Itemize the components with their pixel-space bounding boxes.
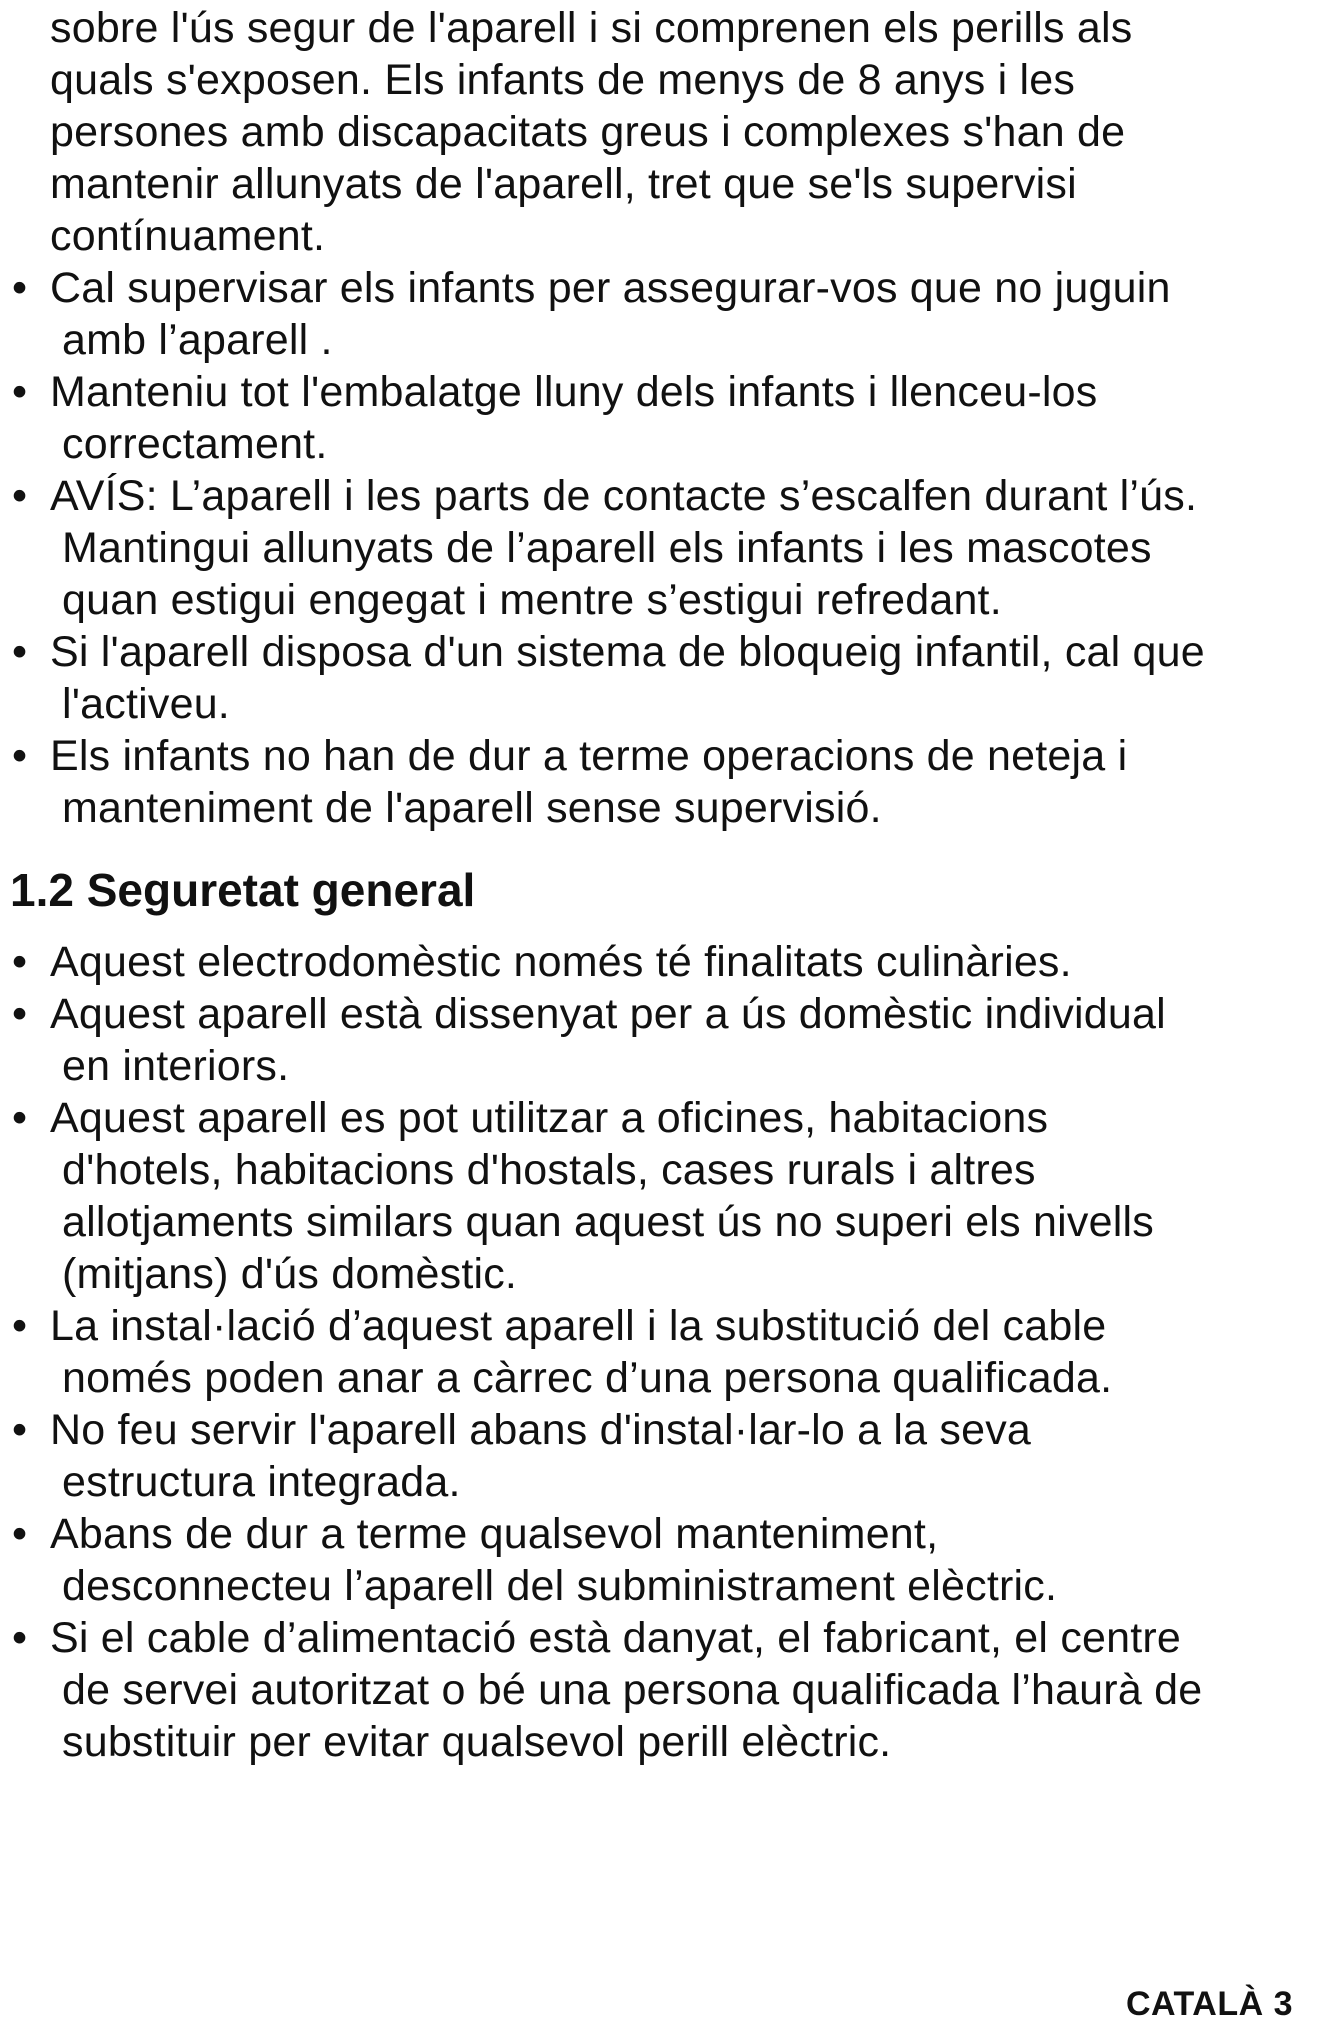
bullet-icon: • <box>12 472 28 520</box>
text-line: sobre l'ús segur de l'aparell i si comprenen els perills als <box>50 4 1133 52</box>
bullet-item <box>10 262 1310 366</box>
text-line: correctament. <box>62 420 328 468</box>
text-line: l'activeu. <box>62 680 230 728</box>
bullet-item <box>10 1612 1310 1768</box>
bullet-icon: • <box>12 628 28 676</box>
text-line: La instal·lació d’aquest aparell i la substitució del cable <box>50 1302 1107 1350</box>
text-line: (mitjans) d'ús domèstic. <box>62 1250 518 1298</box>
bullet-icon: • <box>12 1406 28 1454</box>
general-safety-block <box>10 936 1310 1768</box>
bullet-icon: • <box>12 1510 28 1558</box>
bullet-item <box>10 626 1310 730</box>
text-line: Mantingui allunyats de l’aparell els infants i les mascotes <box>62 524 1152 572</box>
text-line: No feu servir l'aparell abans d'instal·lar-lo a la seva <box>50 1406 1032 1454</box>
bullet-item <box>10 366 1310 470</box>
text-line: substituir per evitar qualsevol perill elèctric. <box>62 1718 892 1766</box>
text-line: persones amb discapacitats greus i complexes s'han de <box>50 108 1126 156</box>
bullet-item <box>10 730 1310 834</box>
section-heading: 1.2 Seguretat general <box>10 864 476 916</box>
text-line: mantenir allunyats de l'aparell, tret que se'ls supervisi <box>50 160 1077 208</box>
text-line: Els infants no han de dur a terme operacions de neteja i <box>50 732 1128 780</box>
bullet-item <box>10 1404 1310 1508</box>
bullet-icon: • <box>12 938 28 986</box>
bullet-icon: • <box>12 1094 28 1142</box>
text-line: manteniment de l'aparell sense supervisió. <box>62 784 882 832</box>
bullet-item <box>10 1300 1310 1404</box>
bullet-item <box>10 1508 1310 1612</box>
text-line: de servei autoritzat o bé una persona qualificada l’haurà de <box>62 1666 1203 1714</box>
text-line: Abans de dur a terme qualsevol manteniment, <box>50 1510 939 1558</box>
bullet-icon: • <box>12 1302 28 1350</box>
text-line: quan estigui engegat i mentre s’estigui refredant. <box>62 576 1002 624</box>
bullet-icon: • <box>12 732 28 780</box>
text-line: Aquest electrodomèstic només té finalitats culinàries. <box>50 938 1072 986</box>
bullet-item <box>10 936 1310 988</box>
text-line: Si l'aparell disposa d'un sistema de bloqueig infantil, cal que <box>50 628 1205 676</box>
text-line: en interiors. <box>62 1042 290 1090</box>
continuation-paragraph <box>10 2 1310 262</box>
text-line: Manteniu tot l'embalatge lluny dels infants i llenceu-los <box>50 368 1098 416</box>
text-line: d'hotels, habitacions d'hostals, cases rurals i altres <box>62 1146 1036 1194</box>
bullet-icon: • <box>12 368 28 416</box>
text-line: Aquest aparell es pot utilitzar a oficines, habitacions <box>50 1094 1049 1142</box>
bullet-icon: • <box>12 264 28 312</box>
text-line: Si el cable d’alimentació està danyat, el fabricant, el centre <box>50 1614 1182 1662</box>
text-line: quals s'exposen. Els infants de menys de 8 anys i les <box>50 56 1076 104</box>
text-line: estructura integrada. <box>62 1458 461 1506</box>
bullet-item <box>10 470 1310 626</box>
text-line: contínuament. <box>50 212 326 260</box>
text-line: desconnecteu l’aparell del subministrament elèctric. <box>62 1562 1058 1610</box>
text-line: amb l’aparell . <box>62 316 333 364</box>
page-footer: CATALÀ 3 <box>1125 1985 1293 2023</box>
bullet-icon: • <box>12 1614 28 1662</box>
text-line: Aquest aparell està dissenyat per a ús domèstic individual <box>50 990 1166 1038</box>
bullet-item <box>10 988 1310 1092</box>
bullet-item <box>10 1092 1310 1300</box>
children-safety-block <box>10 2 1310 834</box>
text-line: Cal supervisar els infants per assegurar-vos que no juguin <box>50 264 1171 312</box>
text-line: només poden anar a càrrec d’una persona qualificada. <box>62 1354 1113 1402</box>
text-line: allotjaments similars quan aquest ús no superi els nivells <box>62 1198 1154 1246</box>
text-line: AVÍS: L’aparell i les parts de contacte s’escalfen durant l’ús. <box>50 472 1198 520</box>
bullet-icon: • <box>12 990 28 1038</box>
